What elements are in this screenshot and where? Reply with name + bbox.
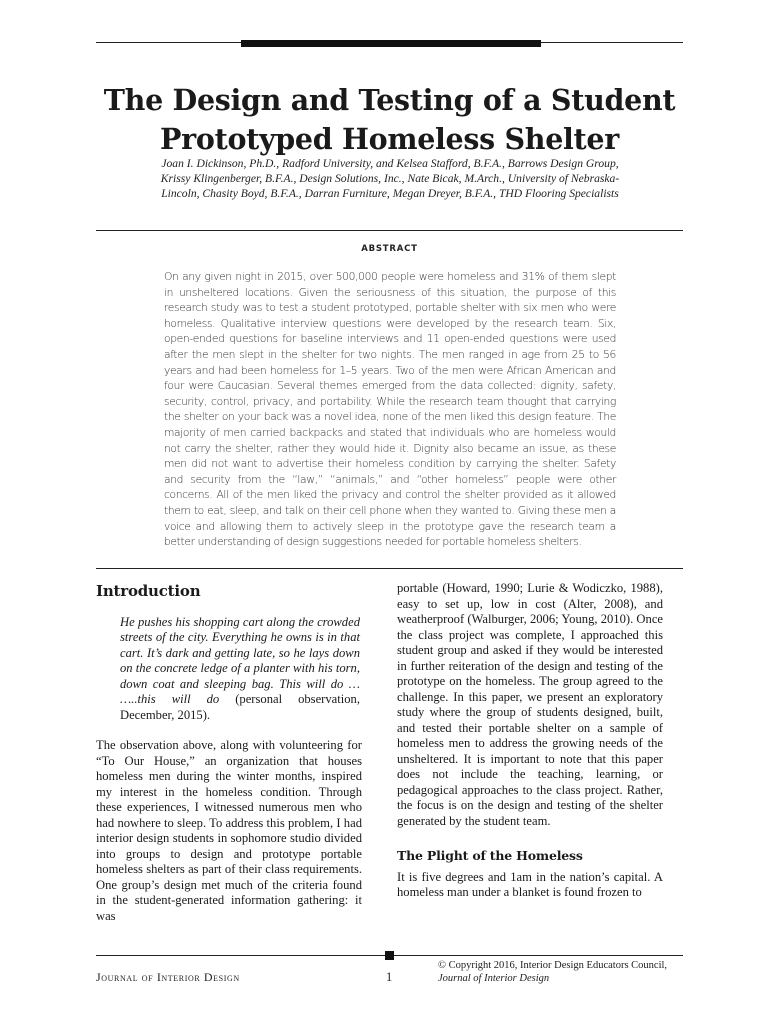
footer-copyright (438, 959, 698, 985)
plight-paragraph: It is five degrees and 1am in the nation’s capital. A homeless man under a blanket is found frozen to (397, 869, 663, 899)
abstract-bottom-rule (96, 568, 683, 569)
footer-square-marker (385, 951, 394, 960)
introduction-heading: Introduction (96, 582, 201, 600)
left-column (96, 584, 362, 924)
quote-text: He pushes his shopping cart along the crowded streets of the city. Everything he owns is in that cart. It’s dark and getting late, so he lays down on the concrete ledge of a planter with his torn, down coat and sleeping bag. This will do … …..this will do (120, 614, 360, 706)
introduction-paragraph-1: The observation above, along with volunteering for “To Our House,” an organization that houses homeless men during the winter months, inspired my interest in the homeless condition. Through these experiences, I witnessed numerous men who had nowhere to sleep. To address this problem, I had interior design students in sophomore studio divided into groups to design and prototype portable homeless shelters as part of their class requirements. One group’s design met much of the criteria found in the student-generated information gathering: it was (96, 738, 362, 923)
introduction-paragraph-2: portable (Howard, 1990; Lurie & Wodiczko, 1988), easy to set up, low in cost (Alter, 2008), and weatherproof (Walburger, 2006; Young, 2010). Once the class project was complete, I approached this student group and asked if they would be interested in further reiteration of the design and testing of the prototype on the homeless. The group agreed to the challenge. In this paper, we present an exploratory study where the group of students designed, built, and tested their portable shelter on a sample of homeless men to address the growing needs of the unsheltered. It is important to note that this paper does not include the teaching, learning, or pedagogical approaches to the class project. Rather, the focus is on the design and testing of the shelter generated by the student team. (397, 581, 663, 828)
copyright-text: © Copyright 2016, Interior Design Educators Council, (438, 960, 668, 971)
paper-title: The Design and Testing of a Student Prototyped Homeless Shelter (103, 83, 676, 157)
copyright-journal: Journal of Interior Design (438, 973, 550, 984)
footer-journal-name: Journal of Interior Design (96, 970, 240, 984)
opening-quote (120, 615, 360, 724)
author-list: Joan I. Dickinson, Ph.D., Radford University, and Kelsea Stafford, B.F.A., Barrows Design Group, Krissy Klingenberger, B.F.A., Design Solutions, Inc., Nate Bicak, M.Arch., University of Nebraska-Lincoln, Chasity Boyd, B.F.A., Darran Furniture, Megan Dreyer, B.F.A., THD Flooring Specialists (160, 157, 620, 200)
page-number: 1 (386, 970, 393, 984)
abstract-heading: ABSTRACT (361, 244, 418, 254)
abstract-top-rule (96, 230, 683, 231)
right-column (397, 581, 663, 901)
plight-heading: The Plight of the Homeless (397, 848, 583, 863)
quote-citation: (personal observation, December, 2015). (120, 692, 360, 722)
top-accent-bar (241, 40, 541, 47)
abstract-text: On any given night in 2015, over 500,000 people were homeless and 31% of them slept in unsheltered locations. Given the seriousness of this situation, the purpose of this research study was to test a student prototyped, portable shelter with six men who were homeless. Qualitative interview questions were developed by the research team. Six, open-ended questions for baseline interviews and 11 open-ended questions were used after the men slept in the shelter for two nights. The men ranged in age from 25 to 56 years and had been homeless for 1–5 years. Two of the men were African American and four were Caucasian. Several themes emerged from the data collected: dignity, safety, security, control, privacy, and portability. While the research team thought that carrying the shelter on your back was a novel idea, none of the men liked this design feature. The majority of men carried backpacks and stated that individuals who are homeless would not carry the shelter, rather they would hide it. Dignity also became an issue, as these men did not want to advertise their homeless condition by carrying the shelter. Safety and security from the “law,” “animals,” and “other homeless” people were other concerns. All of the men liked the privacy and control the shelter provided as it allowed them to eat, sleep, and talk on their cell phone when they wanted to. Giving these men a voice and allowing them to actively sleep in the prototype gave the research team a better understanding of design suggestions needed for portable homeless shelters. (164, 270, 616, 549)
